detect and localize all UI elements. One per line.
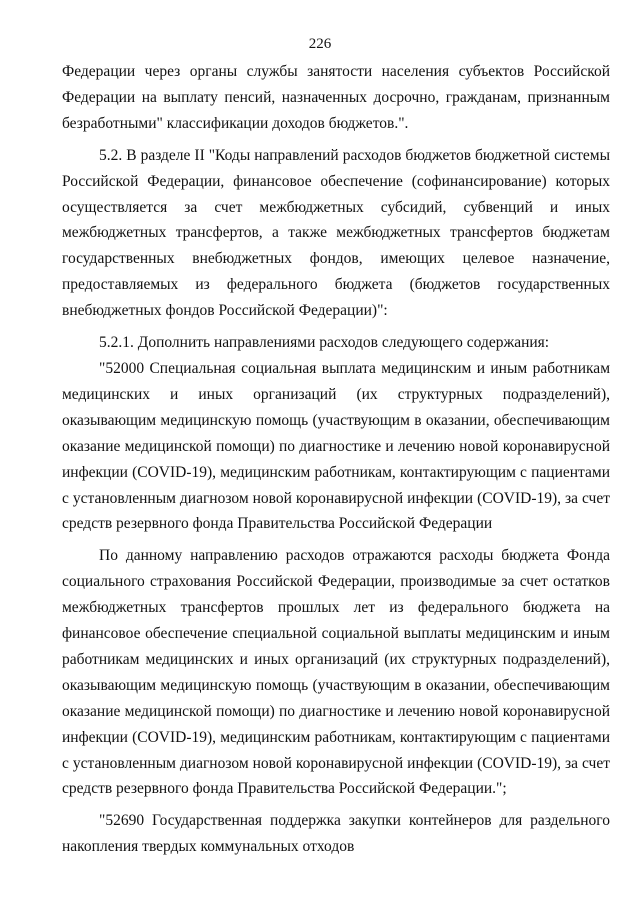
paragraph-52690: "52690 Государственная поддержка закупки контейнеров для раздельного накопления твердых коммунальных отходов [62, 812, 610, 856]
paragraph-5-2-1: 5.2.1. Дополнить направлениями расходов следующего содержания: [99, 334, 550, 352]
paragraph-52000: "52000 Специальная социальная выплата медицинским и иным работникам медицинских и иных организаций (их структурных подразделений), оказывающим медицинскую помощь (участвующим в оказании, обеспечивающим оказание медицинской помощи) по диагностике и лечению новой коронавирусной инфекции (COVID-19), медицинским работникам, контактирующим с пациентами с установленным диагнозом новой коронавирусной инфекции (COVID-19), за счет средств резервного фонда Правительства Российской Федерации [62, 359, 610, 533]
paragraph-5-2: 5.2. В разделе II "Коды направлений расходов бюджетов бюджетной системы Российской Федерации, финансовое обеспечение (софинансирование) которых осуществляется за счет межбюджетных субсидий, субвенций и иных межбюджетных трансфертов, а также межбюджетных трансфертов бюджетам государственных внебюджетных фондов, имеющих целевое назначение, предоставляемых из федерального бюджета (бюджетов государственных внебюджетных фондов Российской Федерации)": [62, 146, 610, 320]
paragraph-continuation: Федерации через органы службы занятости населения субъектов Российской Федерации на выплату пенсий, назначенных досрочно, гражданам, признанным безработными" классификации доходов бюджетов.". [62, 63, 610, 132]
paragraph-52000-description: По данному направлению расходов отражаются расходы бюджета Фонда социального страхования Российской Федерации, производимые за счет остатков межбюджетных трансфертов прошлых лет из федерального бюджета на финансовое обеспечение специальной социальной выплаты медицинским и иным работникам медицинских и иных организаций (их структурных подразделений), оказывающим медицинскую помощь (участвующим в оказании, обеспечивающим оказание медицинской помощи) по диагностике и лечению новой коронавирусной инфекции (COVID-19), медицинским работникам, контактирующим с пациентами с установленным диагнозом новой коронавирусной инфекции (COVID-19), за счет средств резервного фонда Правительства Российской Федерации."; [62, 547, 610, 798]
page-number: 226 [308, 36, 332, 52]
document-body [62, 59, 610, 860]
